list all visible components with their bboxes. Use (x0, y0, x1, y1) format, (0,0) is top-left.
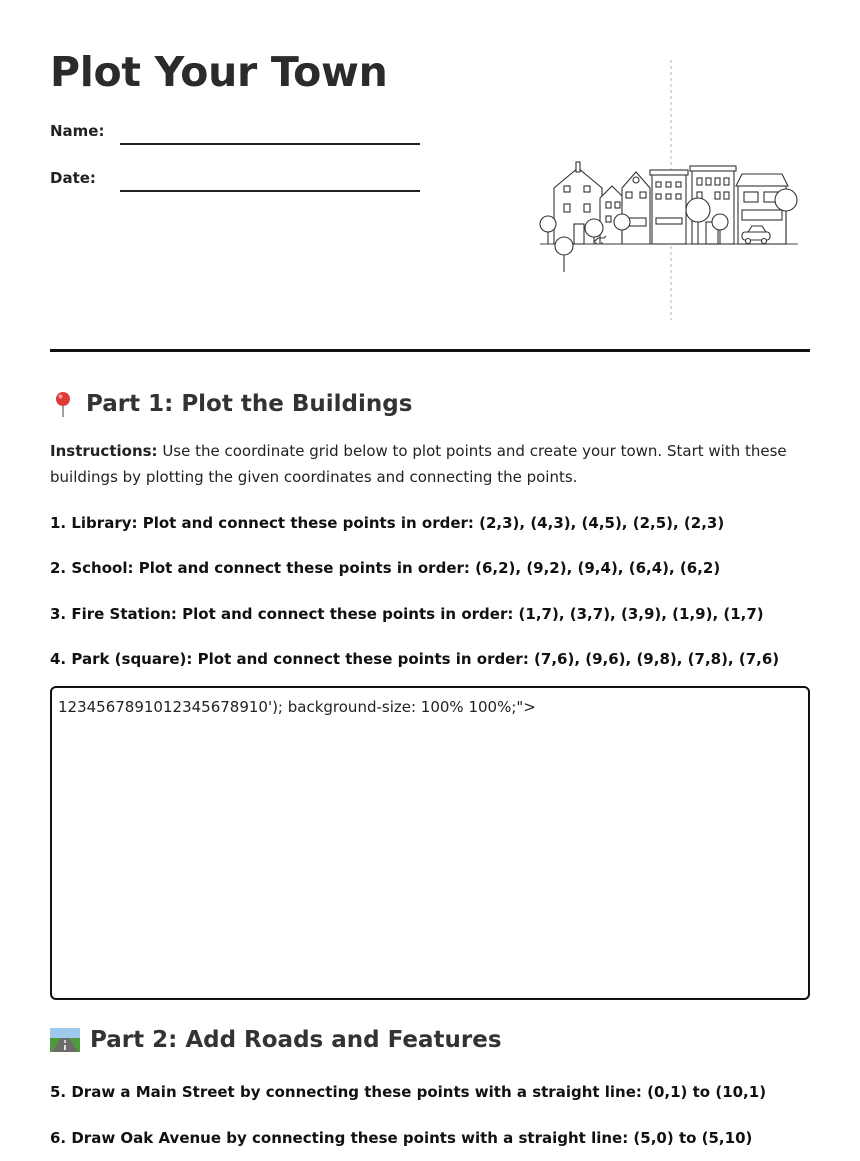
task-fire-station: 3. Fire Station: Plot and connect these points in order: (1,7), (3,7), (3,9), (1,9), (1,7) (50, 605, 764, 623)
part2-heading-text: Part 2: Add Roads and Features (90, 1027, 502, 1053)
pin-icon (50, 390, 76, 418)
section-divider (50, 349, 810, 352)
instructions-lead: Instructions: (50, 442, 158, 460)
name-field[interactable] (120, 143, 420, 145)
task-oak-avenue: 6. Draw Oak Avenue by connecting these points with a straight line: (5,0) to (5,10) (50, 1129, 753, 1147)
instructions (50, 438, 810, 490)
date-label: Date: (50, 169, 96, 187)
name-label: Name: (50, 122, 105, 140)
road-icon (50, 1028, 80, 1052)
part1-heading (50, 390, 412, 418)
instructions-text: Use the coordinate grid below to plot points and create your town. Start with these buildings by plotting the given coordinates and connecting the points. (50, 442, 787, 486)
task-school: 2. School: Plot and connect these points in order: (6,2), (9,2), (9,4), (6,4), (6,2) (50, 559, 721, 577)
town-skyline-icon (536, 58, 806, 322)
task-library: 1. Library: Plot and connect these points in order: (2,3), (4,3), (4,5), (2,5), (2,3) (50, 514, 725, 532)
date-field[interactable] (120, 190, 420, 192)
coordinate-grid[interactable] (50, 686, 810, 1000)
task-park: 4. Park (square): Plot and connect these points in order: (7,6), (9,6), (9,8), (7,8), (7,6) (50, 650, 780, 668)
page-title: Plot Your Town (50, 48, 388, 96)
grid-text: 12345678910123456789​10'); background-size: 100% 100%;"> (58, 698, 536, 716)
task-main-street: 5. Draw a Main Street by connecting these points with a straight line: (0,1) to (10,1) (50, 1083, 767, 1101)
part2-heading (50, 1027, 502, 1053)
part1-heading-text: Part 1: Plot the Buildings (86, 391, 413, 417)
